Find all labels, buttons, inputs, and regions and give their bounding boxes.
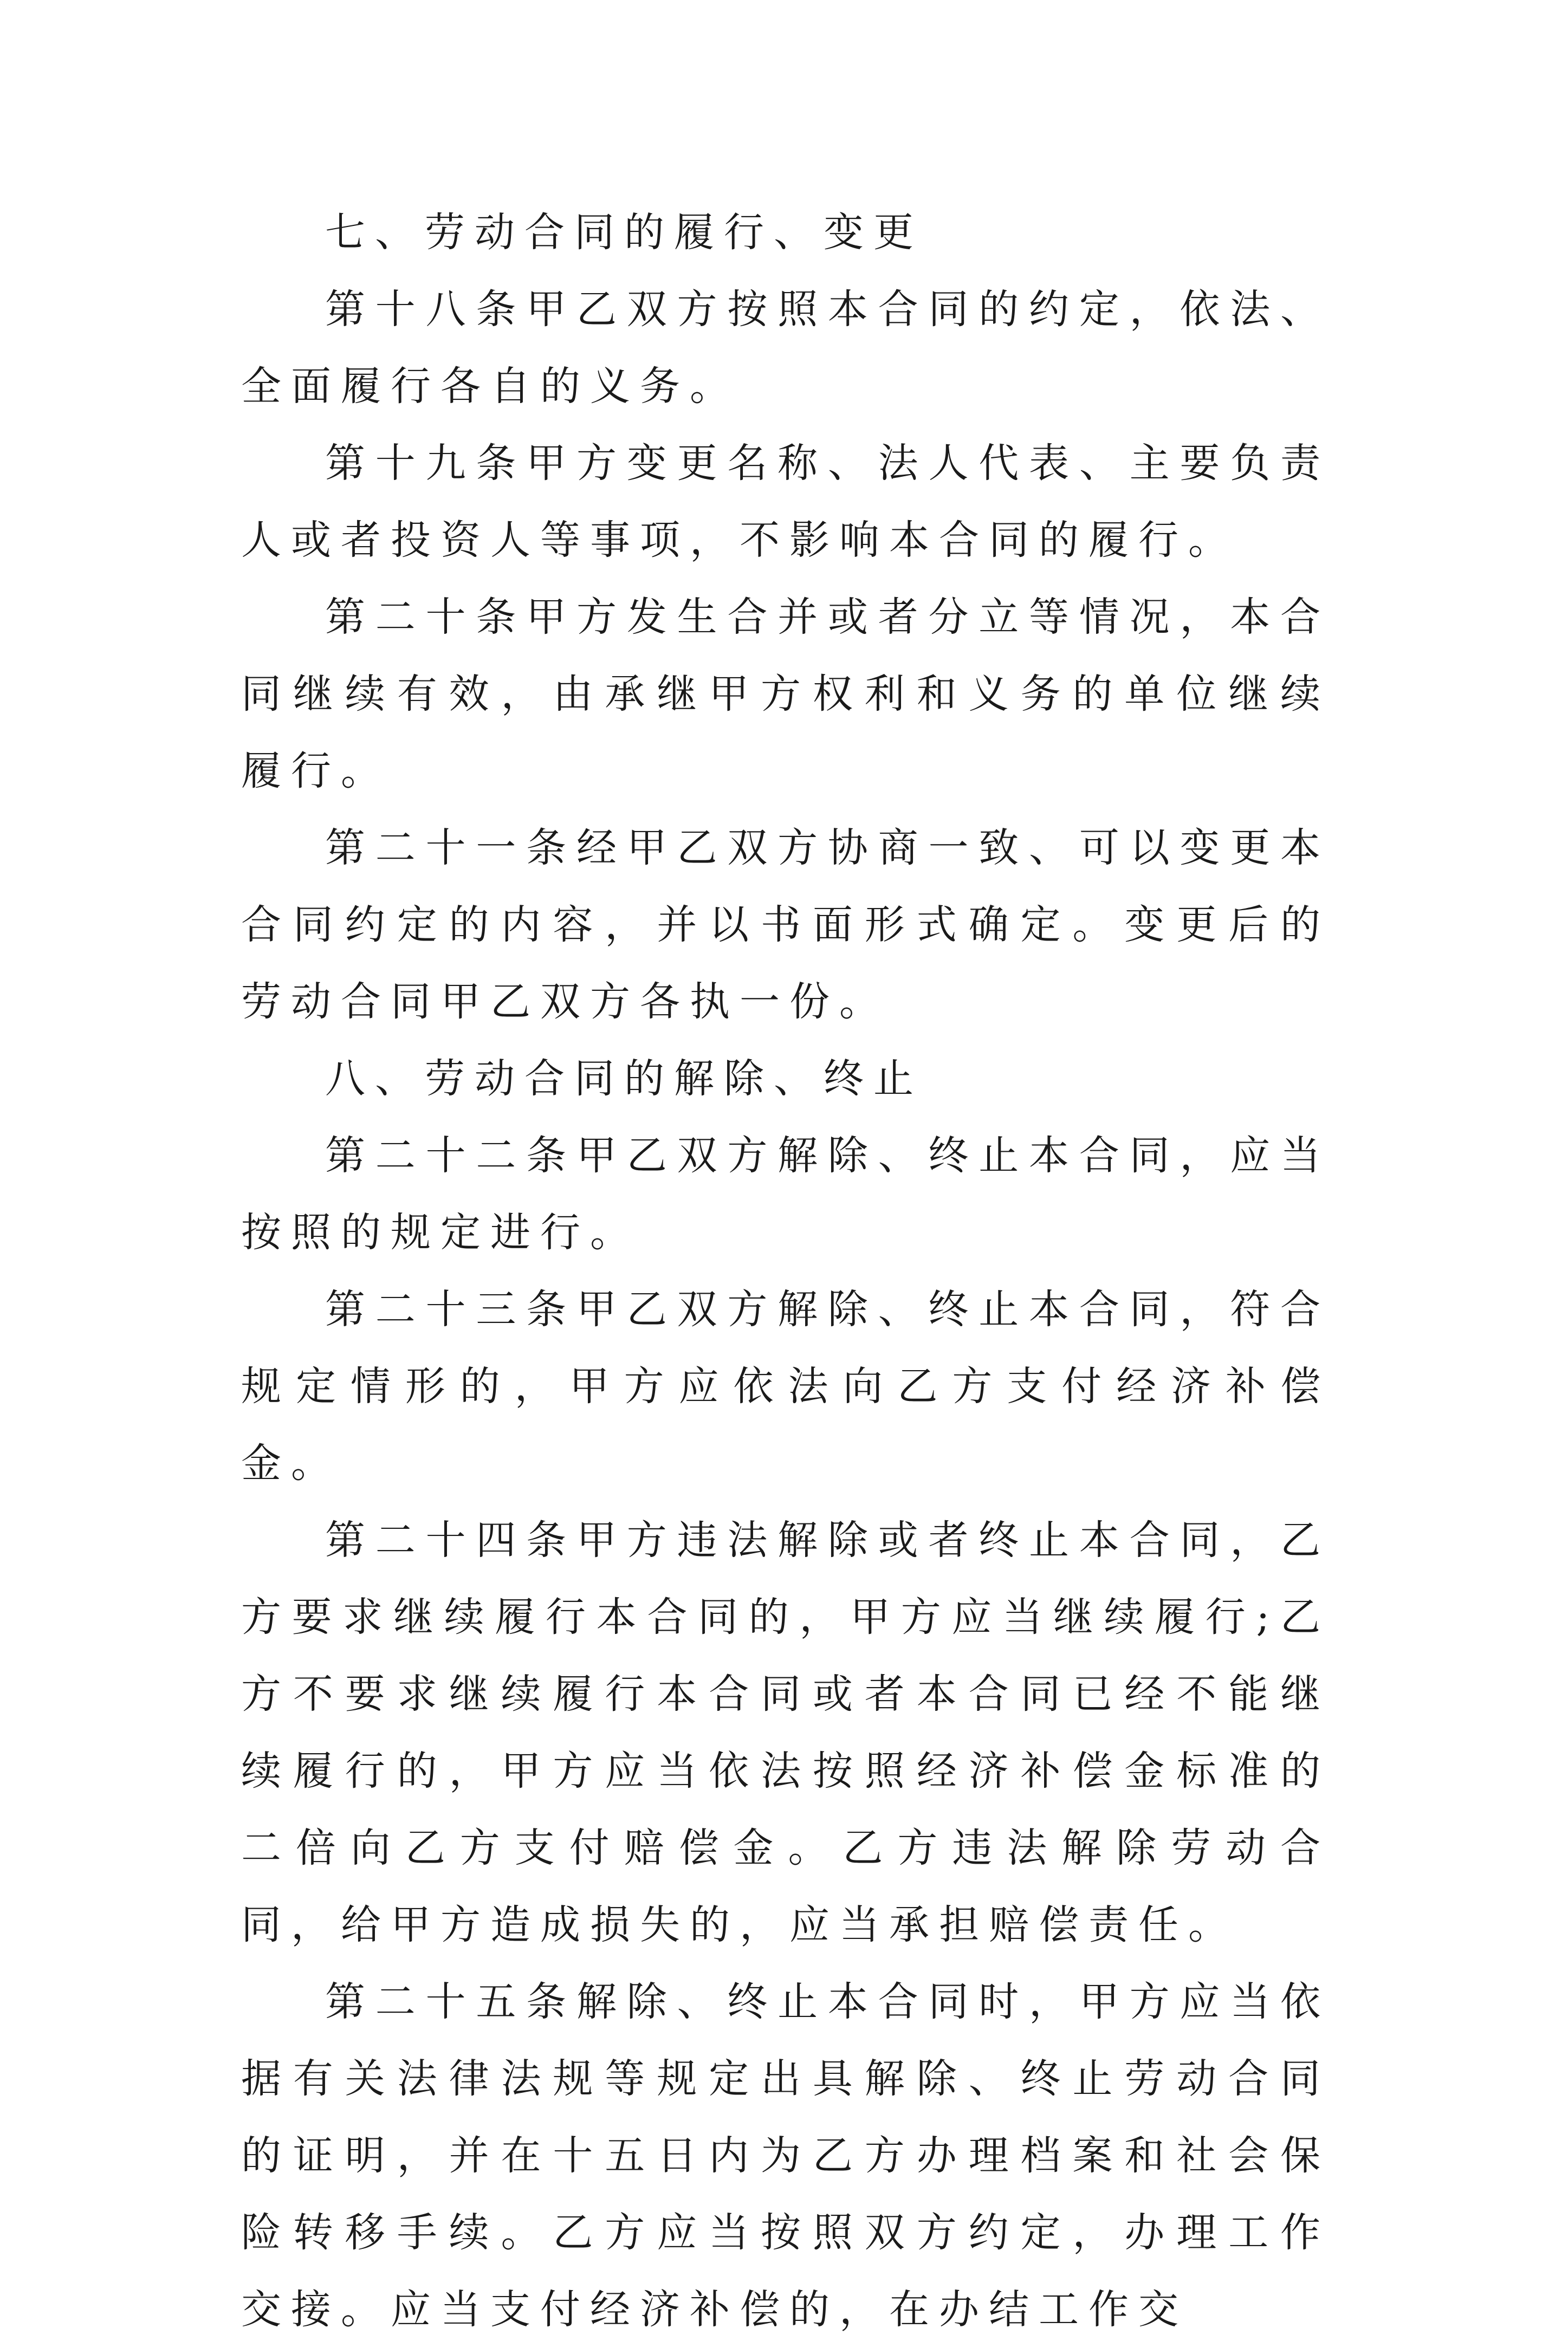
article-22: 第二十二条甲乙双方解除、终止本合同，应当按照的规定进行。 xyxy=(241,1132,1330,1256)
section-heading-termination: 八、劳动合同的解除、终止 xyxy=(325,1055,923,1102)
article-23: 第二十三条甲乙双方解除、终止本合同，符合规定情形的，甲方应依法向乙方支付经济补偿金。 xyxy=(241,1286,1330,1487)
article-19: 第十九条甲方变更名称、法人代表、主要负责人或者投资人等事项，不影响本合同的履行。 xyxy=(241,440,1330,563)
article-25: 第二十五条解除、终止本合同时，甲方应当依据有关法律法规等规定出具解除、终止劳动合同的证明，并在十五日内为乙方办理档案和社会保险转移手续。乙方应当按照双方约定，办理工作交接。应当支付经济补偿的，在办结工作交 xyxy=(241,1979,1330,2333)
article-20: 第二十条甲方发生合并或者分立等情况，本合同继续有效，由承继甲方权利和义务的单位继续履行。 xyxy=(241,594,1330,794)
article-18: 第十八条甲乙双方按照本合同的约定，依法、全面履行各自的义务。 xyxy=(241,286,1330,410)
section-heading-performance-change: 七、劳动合同的履行、变更 xyxy=(325,209,923,256)
article-21: 第二十一条经甲乙双方协商一致、可以变更本合同约定的内容，并以书面形式确定。变更后的劳动合同甲乙双方各执一份。 xyxy=(241,825,1330,1025)
article-24: 第二十四条甲方违法解除或者终止本合同，乙方要求继续履行本合同的，甲方应当继续履行;乙方不要求继续履行本合同或者本合同已经不能继续履行的，甲方应当依法按照经济补偿金标准的二倍向乙方支付赔偿金。乙方违法解除劳动合同，给甲方造成损失的，应当承担赔偿责任。 xyxy=(241,1517,1330,1948)
document-body xyxy=(241,194,1330,2348)
